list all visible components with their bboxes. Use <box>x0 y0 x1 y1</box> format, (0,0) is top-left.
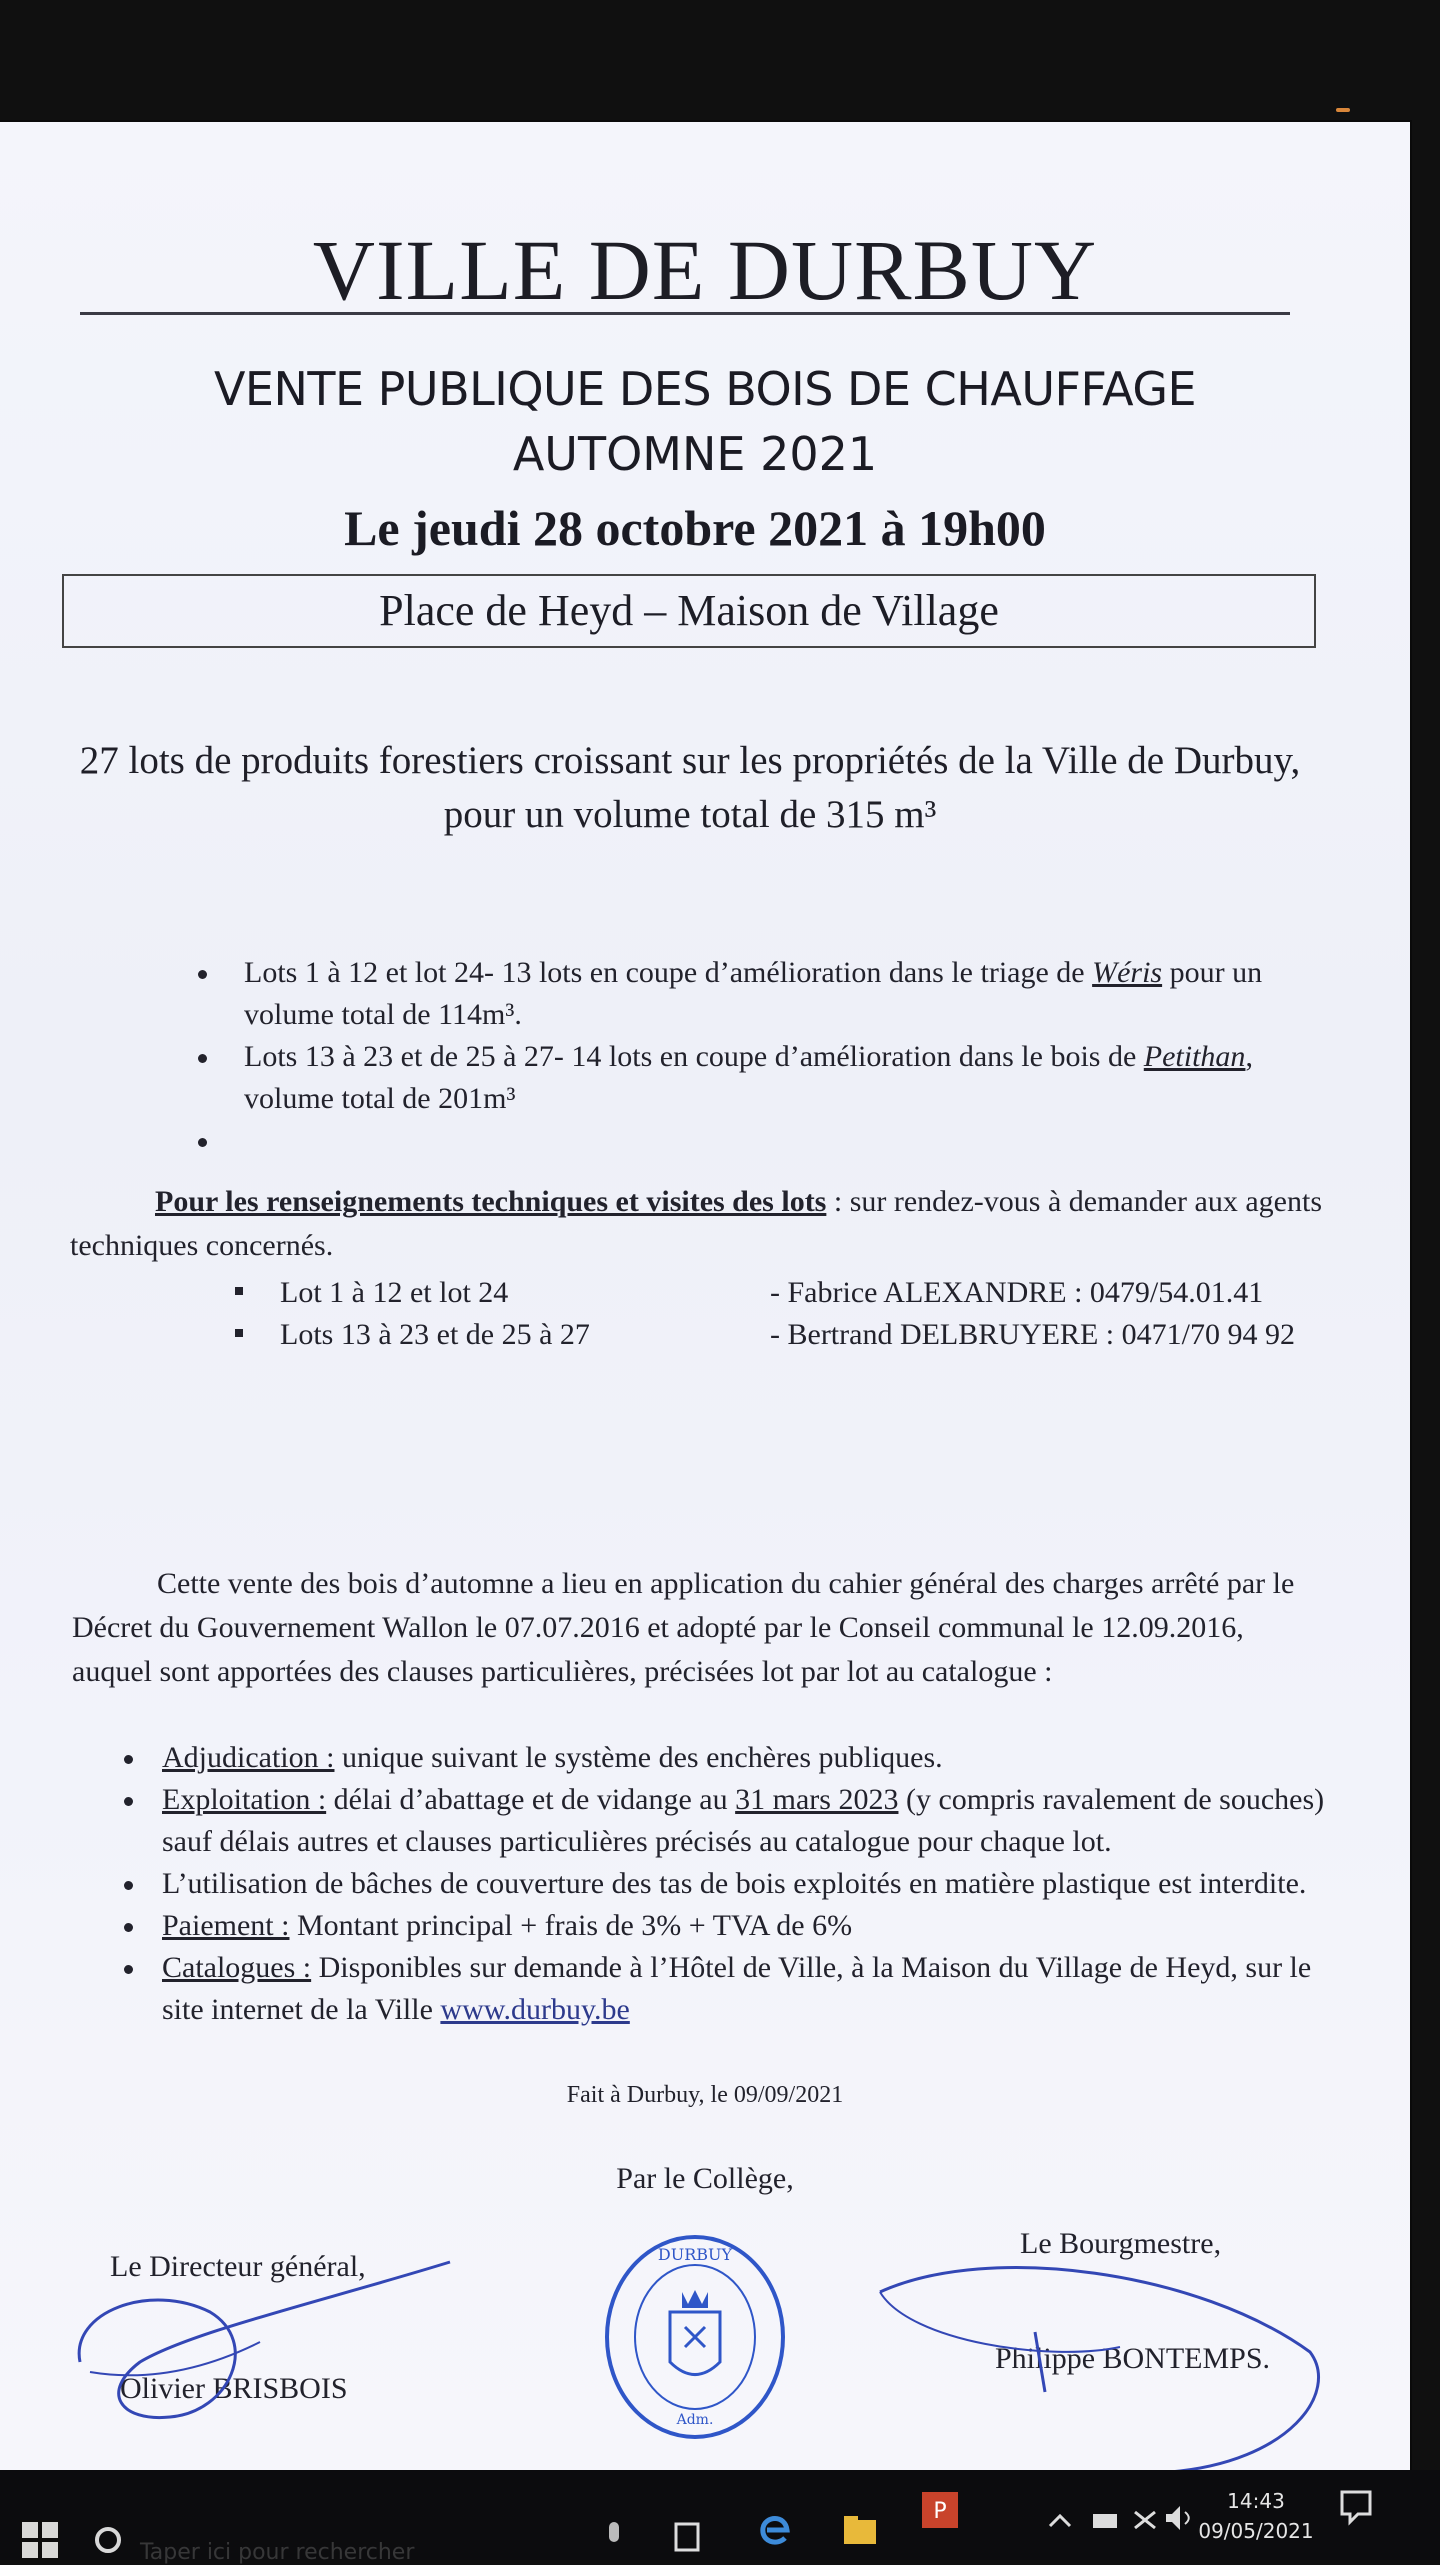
windows-start-icon[interactable] <box>20 2520 60 2560</box>
list-item: Lots 1 à 12 et lot 24- 13 lots en coupe d’amélioration dans le triage de Wéris pour un volume total de 114m³. <box>190 952 1330 1036</box>
list-item: Catalogues : Disponibles sur demande à l’Hôtel de Ville, à la Maison du Village de Heyd, sur le site internet de la Ville www.durbuy.be <box>120 1947 1330 2031</box>
info-heading: Pour les renseignements techniques et visites des lots <box>155 1185 827 1218</box>
bullet-icon <box>124 1881 133 1890</box>
indicator-light <box>1336 108 1350 112</box>
agents-list <box>235 1272 1335 1356</box>
conditions-paragraph: Cette vente des bois d’automne a lieu en application du cahier général des charges arrêté par le Décret du Gouvernement Wallon le 07.07.2016 et adopté par le Conseil communal le 12.09.2016, auquel sont apportées des clauses particulières, précisées lot par lot au catalogue : <box>72 1567 1295 1688</box>
clock-time: 14:43 <box>1227 2489 1285 2513</box>
list-item: Exploitation : délai d’abattage et de vidange au 31 mars 2023 (y compris ravalement de souches) sauf délais autres et clauses particulières précisés au catalogue pour chaque lot. <box>120 1779 1330 1863</box>
municipal-seal <box>600 2232 790 2442</box>
svg-text:P: P <box>933 2499 947 2524</box>
search-icon[interactable] <box>90 2522 130 2562</box>
intro-line-2: pour un volume total de 315 m³ <box>443 793 937 836</box>
chevron-up-icon[interactable] <box>1040 2500 1080 2540</box>
bullet-icon <box>124 1797 133 1806</box>
task-view-icon[interactable] <box>670 2516 710 2556</box>
battery-icon[interactable] <box>1125 2500 1165 2540</box>
bullet-icon <box>235 1287 243 1295</box>
list-item: Lot 1 à 12 et lot 24 - Fabrice ALEXANDRE : 0479/54.01.41 <box>235 1272 1335 1314</box>
list-item: Adjudication : unique suivant le système des enchères publiques. <box>120 1737 1330 1779</box>
list-item: Lots 13 à 23 et de 25 à 27 - Bertrand DELBRUYERE : 0471/70 94 92 <box>235 1314 1335 1356</box>
info-paragraph: Pour les renseignements techniques et visites des lots : sur rendez-vous à demander aux agents techniques concernés. <box>70 1185 1323 1262</box>
intro-text <box>60 734 1320 842</box>
director-signature <box>60 2242 460 2442</box>
event-date: Le jeudi 28 octobre 2021 à 19h00 <box>344 500 1046 556</box>
event-heading: VENTE PUBLIQUE DES BOIS DE CHAUFFAGE <box>213 362 1197 416</box>
place-name: Wéris <box>1092 956 1163 989</box>
list-item: Paiement : Montant principal + frais de 3% + TVA de 6% <box>120 1905 1330 1947</box>
website-link[interactable]: www.durbuy.be <box>440 1993 630 2026</box>
clock-date: 09/05/2021 <box>1198 2519 1314 2543</box>
list-item-empty <box>190 1120 1330 1162</box>
signature-date: Fait à Durbuy, le 09/09/2021 <box>566 2082 844 2108</box>
volume-icon[interactable] <box>1160 2498 1200 2538</box>
mayor-title: Le Bourgmestre, <box>1020 2227 1222 2260</box>
mic-icon[interactable] <box>595 2516 635 2556</box>
bullet-icon <box>124 1755 133 1764</box>
svg-text:Adm.: Adm. <box>676 2412 714 2428</box>
bullet-icon <box>124 1965 133 1974</box>
bullet-icon <box>198 1054 207 1063</box>
event-season: AUTOMNE 2021 <box>512 427 878 481</box>
title-divider <box>80 312 1290 315</box>
edge-icon[interactable] <box>755 2510 795 2550</box>
document-page <box>0 122 1410 2474</box>
search-input[interactable]: Taper ici pour rechercher <box>140 2540 415 2565</box>
network-icon[interactable] <box>1085 2500 1125 2540</box>
bullet-icon <box>235 1329 243 1337</box>
page-title: VILLE DE DURBUY <box>312 222 1098 318</box>
college-label: Par le Collège, <box>616 2162 794 2195</box>
conditions-list <box>120 1737 1330 2031</box>
director-title: Le Directeur général, <box>110 2250 366 2283</box>
lots-list <box>190 952 1330 1162</box>
event-location: Place de Heyd – Maison de Village <box>62 574 1316 648</box>
list-item: Lots 13 à 23 et de 25 à 27- 14 lots en coupe d’amélioration dans le bois de Petithan, volume total de 201m³ <box>190 1036 1330 1120</box>
list-item: L’utilisation de bâches de couverture des tas de bois exploités en matière plastique est interdite. <box>120 1863 1330 1905</box>
powerpoint-icon[interactable] <box>920 2490 960 2530</box>
director-name: Olivier BRISBOIS <box>120 2372 348 2405</box>
bullet-icon <box>124 1923 133 1932</box>
file-explorer-icon[interactable] <box>840 2510 880 2550</box>
taskbar-clock[interactable] <box>1196 2486 1316 2546</box>
mayor-name: Philippe BONTEMPS. <box>995 2342 1271 2375</box>
mayor-signature <box>870 2252 1340 2492</box>
intro-line-1: 27 lots de produits forestiers croissant sur les propriétés de la Ville de Durbuy, <box>79 739 1301 782</box>
bullet-icon <box>198 1138 207 1147</box>
bullet-icon <box>198 970 207 979</box>
svg-text:DURBUY: DURBUY <box>657 2245 733 2264</box>
notification-icon[interactable] <box>1336 2486 1376 2526</box>
place-name: Petithan <box>1143 1040 1246 1073</box>
